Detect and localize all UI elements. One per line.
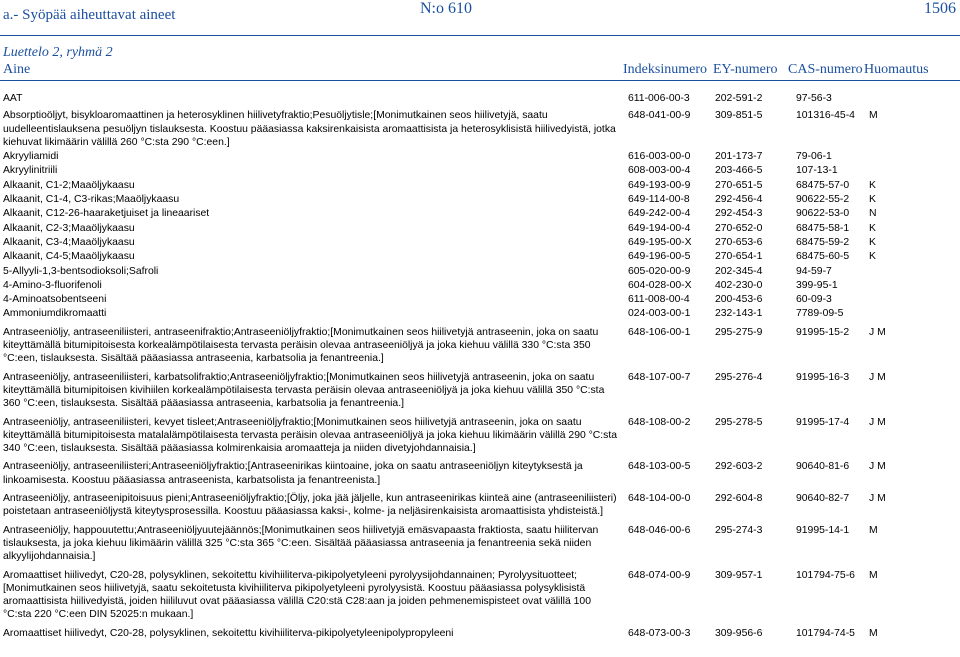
ey-number: 202-345-4 — [715, 265, 763, 277]
index-number: 649-195-00-X — [628, 236, 692, 248]
cas-number: 91995-15-2 — [796, 326, 850, 338]
cas-number: 91995-14-1 — [796, 524, 850, 536]
index-number: 648-046-00-6 — [628, 524, 691, 536]
remark: K — [869, 236, 876, 248]
cas-number: 399-95-1 — [796, 279, 838, 291]
ey-number: 295-276-4 — [715, 371, 763, 383]
table-row — [0, 92, 960, 105]
ey-number: 270-654-1 — [715, 251, 763, 263]
cas-number: 68475-59-2 — [796, 236, 850, 248]
column-header-huomautus: Huomautus — [864, 62, 929, 77]
remark — [869, 293, 960, 306]
substance-name: Alkaanit, C2-3;Maaöljykaasu — [3, 222, 135, 234]
ey-number: 309-956-6 — [715, 627, 763, 639]
ey-number: 202-591-2 — [715, 93, 763, 104]
remark: K — [869, 179, 876, 191]
substance-name: Alkaanit, C12-26-haaraketjuiset ja lineaariset — [3, 208, 210, 220]
table-row — [0, 207, 960, 220]
substance-name: Antraseeniöljy, antraseeniliisteri, karbatsolifraktio;Antraseeniöljyfraktio;[Monimutkainen seos hiilivetyjä antraseenin, joka on saatu kiteyttämällä bitumipitoisen kivihiilen korkealämpötilaisesta tervasta peräisin olevaa antraseeniöljyä ja joka kiehuu välillä 350 °C:sta 360 °C:een, tislauksesta. Sisältää pääasiassa antraseenia, karbatsolia ja fenantreenia.] — [3, 371, 605, 410]
table-row — [0, 222, 960, 235]
table-row — [0, 326, 960, 366]
remark: J M — [869, 493, 886, 505]
table-row — [0, 524, 960, 564]
list-subtitle: Luettelo 2, ryhmä 2 — [3, 45, 113, 60]
cas-number: 68475-60-5 — [796, 251, 850, 263]
remark: K — [869, 222, 876, 234]
index-number: 648-103-00-5 — [628, 461, 691, 473]
ey-number: 292-456-4 — [715, 194, 763, 206]
index-number: 649-194-00-4 — [628, 222, 691, 234]
cas-number: 94-59-7 — [796, 265, 832, 277]
index-number: 648-073-00-3 — [628, 627, 691, 639]
remark: N — [869, 208, 877, 220]
remark — [869, 307, 960, 320]
cas-number: 90640-81-6 — [796, 461, 850, 473]
ey-number: 270-653-6 — [715, 236, 763, 248]
substance-name: Alkaanit, C4-5;Maaöljykaasu — [3, 251, 135, 263]
index-number: 649-242-00-4 — [628, 208, 691, 220]
ey-number: 292-604-8 — [715, 493, 763, 505]
remark — [869, 164, 960, 177]
table-row — [0, 460, 960, 487]
table-row — [0, 307, 960, 320]
index-number: 648-041-00-9 — [628, 110, 691, 122]
header-rule — [0, 35, 960, 36]
header-section-title: a.- Syöpää aiheuttavat aineet — [3, 7, 176, 23]
column-header-rule — [0, 80, 960, 81]
table-row — [0, 371, 960, 411]
substance-name: 5-Allyyli-1,3-bentsodioksoli;Safroli — [3, 265, 159, 277]
substance-name: Alkaanit, C1-2;Maaöljykaasu — [3, 179, 135, 191]
table-row — [0, 492, 960, 519]
remark: J M — [869, 461, 886, 473]
index-number: 648-074-00-9 — [628, 569, 691, 581]
remark: M — [869, 110, 878, 122]
table-row — [0, 265, 960, 278]
ey-number: 309-957-1 — [715, 569, 763, 581]
cas-number: 101794-75-6 — [796, 569, 855, 581]
ey-number: 295-278-5 — [715, 416, 763, 428]
cas-number: 90622-55-2 — [796, 194, 850, 206]
cas-number: 68475-57-0 — [796, 179, 850, 191]
remark — [869, 150, 960, 163]
ey-number: 232-143-1 — [715, 308, 763, 320]
substance-name: Ammoniumdikromaatti — [3, 308, 107, 320]
index-number: 648-108-00-2 — [628, 416, 691, 428]
substance-name: Aromaattiset hiilivedyt, C20-28, polysyklinen, sekoitettu kivihiiliterva-pikipolyetyleeni pyrolyysijohdannainen; Pyrolyysituotteet;[Monimutkainen seos hiilivetyjä, saatu sekoitetusta kivihiiliterva pikipolyetyleeni pyrolyysistä. Koostuu pääasiassa polysyklisistä aromaattisista hiilivedyistä, joiden hiililuvut ovat pääasiassa välillä C20:stä C28:aan ja joiden pehmenemispisteet ovat välillä 100 °C:sta 220 °C:een DIN 52025:n mukaan.] — [3, 569, 591, 621]
index-number: 024-003-00-1 — [628, 308, 691, 320]
index-number: 648-106-00-1 — [628, 326, 691, 338]
ey-number: 270-651-5 — [715, 179, 763, 191]
substance-name: Aromaattiset hiilivedyt, C20-28, polysyklinen, sekoitettu kivihiiliterva-pikipolyetyleenipolypropyleeni — [3, 627, 454, 639]
index-number: 616-003-00-0 — [628, 151, 691, 163]
cas-number: 91995-17-4 — [796, 416, 850, 428]
cas-number: 90640-82-7 — [796, 493, 850, 505]
table-row — [0, 150, 960, 163]
substance-name: 4-Amino-3-fluorifenoli — [3, 279, 102, 291]
substance-name: Antraseeniöljy, antraseeniliisteri;Antraseeniöljyfraktio;[Antraseenirikas kiintoaine, joka on saatu antraseeniöljyn kiteytyksestä ja linkoamisesta. Koostuu pääasiassa antraseenista, karbatsolista ja fenantreenista.] — [3, 461, 583, 486]
ey-number: 295-275-9 — [715, 326, 763, 338]
index-number: 648-104-00-0 — [628, 493, 691, 505]
table-row — [0, 293, 960, 306]
remark: M — [869, 569, 878, 581]
remark: J M — [869, 416, 886, 428]
remark — [869, 92, 960, 105]
substance-name: Alkaanit, C1-4, C3-rikas;Maaöljykaasu — [3, 194, 180, 206]
table-row — [0, 416, 960, 456]
column-header-cas-numero: CAS-numero — [788, 62, 863, 77]
remark: M — [869, 627, 878, 639]
cas-number: 101794-74-5 — [796, 627, 855, 639]
cas-number: 97-56-3 — [796, 93, 832, 104]
cas-number: 107-13-1 — [796, 165, 838, 177]
ey-number: 292-603-2 — [715, 461, 763, 473]
index-number: 611-006-00-3 — [628, 93, 690, 104]
index-number: 648-107-00-7 — [628, 371, 691, 383]
substance-name: Antraseeniöljy, antraseeniliisteri, antraseenifraktio;Antraseeniöljyfraktio;[Monimutkainen seos hiilivetyjä antraseenin, joka on saatu kiteyttämällä bitumipitoisesta korkealämpötilaisesta tervasta peräisin olevaa antraseeniöljyä ja joka kiehuu välillä 330 °C:sta 350 °C:een, tislauksesta. Sisältää pääasiassa antraseenia, karbatsolia ja fenantreenia.] — [3, 326, 599, 365]
table-row — [0, 109, 960, 149]
ey-number: 292-454-3 — [715, 208, 763, 220]
remark: M — [869, 524, 878, 536]
index-number: 649-114-00-8 — [628, 194, 690, 206]
cas-number: 68475-58-1 — [796, 222, 850, 234]
substance-name: Akryylinitriili — [3, 165, 58, 177]
substance-name: Antraseeniöljy, antraseeniliisteri, kevyet tisleet;Antraseeniöljyfraktio;[Monimutkainen seos hiilivetyjä antraseenin, joka on saatu kiteyttämällä bitumipitoisesta matalalämpötilaisesta tervasta peräisin olevaa antraseeniöljyä ja joka kiehuu likimäärin välillä 290 °C:sta 340 °C:een, tislauksesta. Sisältää pääasiassa kolmirenkaisia aromaatteja ja niiden divetyjohdannaisia.] — [3, 416, 618, 455]
ey-number: 402-230-0 — [715, 279, 763, 291]
column-header-indeksinumero: Indeksinumero — [623, 62, 707, 77]
ey-number: 200-453-6 — [715, 294, 763, 306]
substance-table — [0, 92, 960, 641]
ey-number: 203-466-5 — [715, 165, 763, 177]
column-header-aine: Aine — [3, 62, 31, 77]
substance-name: AAT — [3, 93, 23, 104]
cas-number: 101316-45-4 — [796, 110, 855, 122]
remark: J M — [869, 326, 886, 338]
index-number: 649-193-00-9 — [628, 179, 691, 191]
cas-number: 7789-09-5 — [796, 308, 844, 320]
substance-name: Antraseeniöljy, antraseenipitoisuus pieni;Antraseeniöljyfraktio;[Öljy, joka jää jäljelle, kun antraseenirikas kiinteä aine (antraseeniliisteri) poistetaan antraseeniöljystä kiteytysprosessilla. Koostuu pääasiassa kaksi-, kolme- ja neljäsirenkaisista aromaattisista yhdisteistä.] — [3, 493, 617, 518]
remark: J M — [869, 371, 886, 383]
ey-number: 295-274-3 — [715, 524, 763, 536]
substance-name: Alkaanit, C3-4;Maaöljykaasu — [3, 236, 135, 248]
table-row — [0, 236, 960, 249]
ey-number: 201-173-7 — [715, 151, 763, 163]
table-row — [0, 250, 960, 263]
page-header — [0, 0, 960, 36]
remark: K — [869, 194, 876, 206]
ey-number: 309-851-5 — [715, 110, 763, 122]
cas-number: 79-06-1 — [796, 151, 832, 163]
cas-number: 91995-16-3 — [796, 371, 850, 383]
table-row — [0, 164, 960, 177]
header-page-number: 1506 — [924, 0, 956, 17]
substance-name: Antraseeniöljy, happouutettu;Antraseeniöljyuutejäännös;[Monimutkainen seos hiilivetyjä emäsvapaasta fraktiosta, saatu hiilitervan tislauksesta, ja joka kiehuu likimäärin välillä 325 °C:sta 365 °C:een. Sisältää pääasiassa antraseenia ja fenantreenia sekä niiden alkyylijohdannaisia.] — [3, 524, 599, 563]
table-row — [0, 179, 960, 192]
index-number: 604-028-00-X — [628, 279, 692, 291]
substance-name: Absorptioöljyt, bisykloaromaattinen ja heterosyklinen hiilivetyfraktio;Pesuöljytisle;[Monimutkainen seos hiilivetyjä, saatu uudelleentislauksena pesuöljyn tislauksesta. Koostuu pääasiassa kaksirenkaisista aromaattisista ja heterosyklisistä hiilivedyistä, jotka kiehuvat likimäärin välillä 260 °C:sta 290 °C:een.] — [3, 110, 616, 148]
index-number: 605-020-00-9 — [628, 265, 691, 277]
substance-name: Akryyliamidi — [3, 151, 59, 163]
column-header-ey-numero: EY-numero — [713, 62, 778, 77]
index-number: 611-008-00-4 — [628, 294, 690, 306]
table-row — [0, 193, 960, 206]
header-number: N:o 610 — [420, 0, 472, 17]
table-row — [0, 279, 960, 292]
table-row — [0, 627, 960, 640]
cas-number: 90622-53-0 — [796, 208, 850, 220]
substance-name: 4-Aminoatsobentseeni — [3, 294, 107, 306]
remark — [869, 265, 960, 278]
remark — [869, 279, 960, 292]
remark: K — [869, 251, 876, 263]
index-number: 608-003-00-4 — [628, 165, 691, 177]
ey-number: 270-652-0 — [715, 222, 763, 234]
table-row — [0, 569, 960, 622]
cas-number: 60-09-3 — [796, 294, 832, 306]
index-number: 649-196-00-5 — [628, 251, 691, 263]
